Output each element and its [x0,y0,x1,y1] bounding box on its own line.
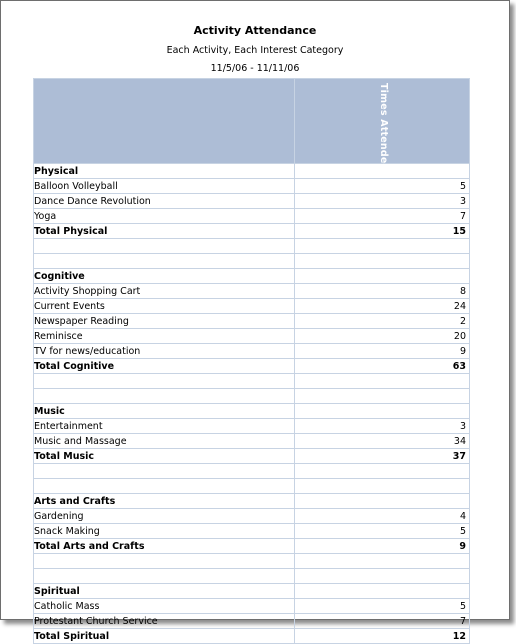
category-empty-cell [295,404,470,419]
total-value: 37 [295,449,470,464]
attendance-table [33,78,470,644]
gap-row [34,254,470,269]
category-total-row [34,629,470,644]
times-attended-value: 8 [295,284,470,299]
total-value: 9 [295,539,470,554]
total-label: Total Cognitive [34,359,295,374]
times-attended-value: 4 [295,509,470,524]
spacer-cell [34,554,295,569]
activity-name: Current Events [34,299,295,314]
table-row [34,179,470,194]
category-total-row [34,539,470,554]
activity-name: Protestant Church Service [34,614,295,629]
table-row [34,524,470,539]
spacer-cell [34,239,295,254]
spacer-cell [295,554,470,569]
gap-row [34,479,470,494]
activity-name: TV for news/education [34,344,295,359]
table-row [34,299,470,314]
report-date-range: 11/5/06 - 11/11/06 [210,63,300,74]
category-total-row [34,359,470,374]
header-blank-cell [34,79,295,164]
table-row [34,194,470,209]
activity-name: Activity Shopping Cart [34,284,295,299]
total-value: 15 [295,224,470,239]
total-value: 12 [295,629,470,644]
table-row [34,284,470,299]
gap-cell [295,479,470,494]
spacer-row [34,464,470,479]
total-label: Total Spiritual [34,629,295,644]
activity-name: Balloon Volleyball [34,179,295,194]
times-attended-header: Times Attended [378,83,389,171]
category-header-row [34,269,470,284]
times-attended-value: 3 [295,194,470,209]
table-row [34,419,470,434]
gap-cell [34,389,295,404]
times-attended-value: 2 [295,314,470,329]
table-row [34,614,470,629]
spacer-row [34,374,470,389]
total-value: 63 [295,359,470,374]
category-name: Arts and Crafts [34,494,295,509]
spacer-cell [295,374,470,389]
category-header-row [34,494,470,509]
gap-cell [34,254,295,269]
table-row [34,434,470,449]
gap-cell [295,389,470,404]
times-attended-value: 5 [295,599,470,614]
activity-name: Entertainment [34,419,295,434]
times-attended-value: 7 [295,209,470,224]
gap-cell [34,569,295,584]
category-header-row [34,164,470,179]
times-attended-value: 24 [295,299,470,314]
times-attended-value: 7 [295,614,470,629]
spacer-cell [295,239,470,254]
report-subtitle: Each Activity, Each Interest Category [166,45,344,56]
activity-name: Music and Massage [34,434,295,449]
gap-cell [295,569,470,584]
spacer-row [34,554,470,569]
category-empty-cell [295,269,470,284]
times-attended-value: 3 [295,419,470,434]
category-total-row [34,224,470,239]
gap-row [34,389,470,404]
category-name: Cognitive [34,269,295,284]
activity-name: Gardening [34,509,295,524]
total-label: Total Physical [34,224,295,239]
category-empty-cell [295,494,470,509]
times-attended-value: 20 [295,329,470,344]
spacer-cell [295,464,470,479]
gap-cell [34,479,295,494]
total-label: Total Arts and Crafts [34,539,295,554]
activity-name: Catholic Mass [34,599,295,614]
gap-cell [295,254,470,269]
times-attended-value: 9 [295,344,470,359]
table-row [34,329,470,344]
category-empty-cell [295,584,470,599]
category-name: Spiritual [34,584,295,599]
category-header-row [34,404,470,419]
category-name: Physical [34,164,295,179]
table-row [34,344,470,359]
report-title: Activity Attendance [193,24,317,37]
activity-name: Yoga [34,209,295,224]
times-attended-value: 5 [295,179,470,194]
table-header-row [34,79,470,164]
spacer-cell [34,374,295,389]
times-attended-value: 34 [295,434,470,449]
gap-row [34,569,470,584]
table-row [34,509,470,524]
activity-name: Snack Making [34,524,295,539]
activity-name: Newspaper Reading [34,314,295,329]
times-attended-value: 5 [295,524,470,539]
spacer-row [34,239,470,254]
header-times-attended-cell [295,79,470,171]
category-total-row [34,449,470,464]
table-row [34,314,470,329]
table-row [34,209,470,224]
category-name: Music [34,404,295,419]
total-label: Total Music [34,449,295,464]
category-header-row [34,584,470,599]
activity-name: Dance Dance Revolution [34,194,295,209]
activity-name: Reminisce [34,329,295,344]
spacer-cell [34,464,295,479]
table-row [34,599,470,614]
